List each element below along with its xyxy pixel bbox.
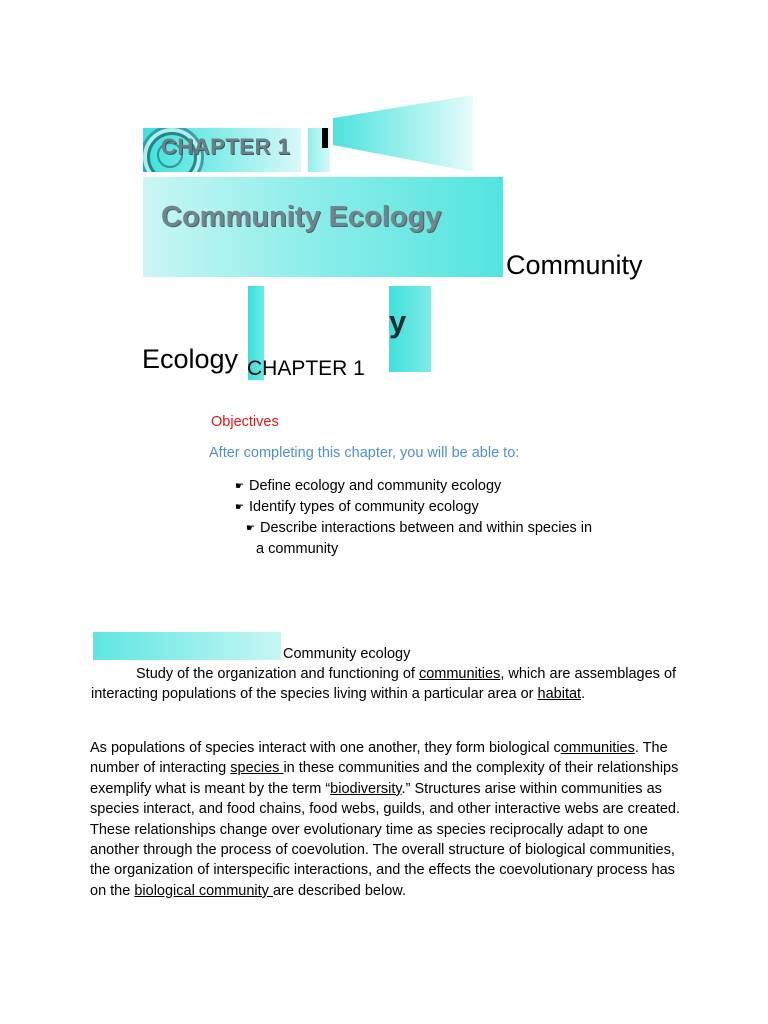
- title-fragment: y: [389, 304, 407, 339]
- link-communities[interactable]: communities: [418, 666, 501, 682]
- link-communities[interactable]: ommunities: [560, 740, 635, 756]
- banner-pillar-right: [389, 286, 431, 372]
- pointing-hand-icon: ☛: [235, 502, 244, 513]
- heading-ecology: Ecology: [142, 344, 239, 374]
- section-banner-graphic: [93, 632, 281, 660]
- title-banner-graphic: [143, 177, 503, 277]
- objective-item: ☛ Identify types of community ecology: [235, 497, 479, 518]
- objectives-intro: After completing this chapter, you will be able to:: [209, 445, 520, 461]
- banner-fragment: [322, 128, 328, 148]
- chapter-banner-graphic: [143, 128, 301, 172]
- heading-community: Community: [506, 250, 643, 280]
- link-biodiversity[interactable]: biodiversity: [330, 780, 402, 797]
- objective-item: ☛ Define ecology and community ecology: [235, 476, 501, 497]
- link-biological-community[interactable]: biological community: [134, 882, 273, 899]
- objectives-title: Objectives: [211, 414, 279, 430]
- objective-item: ☛ Describe interactions between and within species in a community: [246, 520, 593, 557]
- pointing-hand-icon: ☛: [246, 523, 255, 534]
- section-title: Community ecology: [283, 646, 411, 662]
- chapter-art-text: CHAPTER 1: [161, 134, 291, 159]
- heading-chapter: CHAPTER 1: [247, 357, 365, 380]
- paragraph-definition: Study of the organization and functioning of communities, which are assemblages of interacting populations of the species living within a particular area or habitat.: [91, 666, 677, 703]
- banner-horn-graphic: [333, 95, 473, 172]
- title-art-text: Community Ecology: [161, 201, 442, 233]
- paragraph-body: As populations of species interact with one another, they form biological communities. The number of interacting species in these communities and the complexity of their relationships exemplify what is meant by the term “biodiversity.” Structures arise within communities as species interact, and food chains, food webs, guilds, and other interactive webs are created. These relationships change over evolutionary time as species reciprocally adapt to one another through the process of coevolution. The overall structure of biological communities, the organization of interspecific interactions, and the effects the coevolutionary process has on the biological community are described below.: [90, 740, 681, 899]
- link-species[interactable]: species: [230, 760, 284, 777]
- link-habitat[interactable]: habitat: [537, 686, 582, 703]
- pointing-hand-icon: ☛: [235, 481, 244, 492]
